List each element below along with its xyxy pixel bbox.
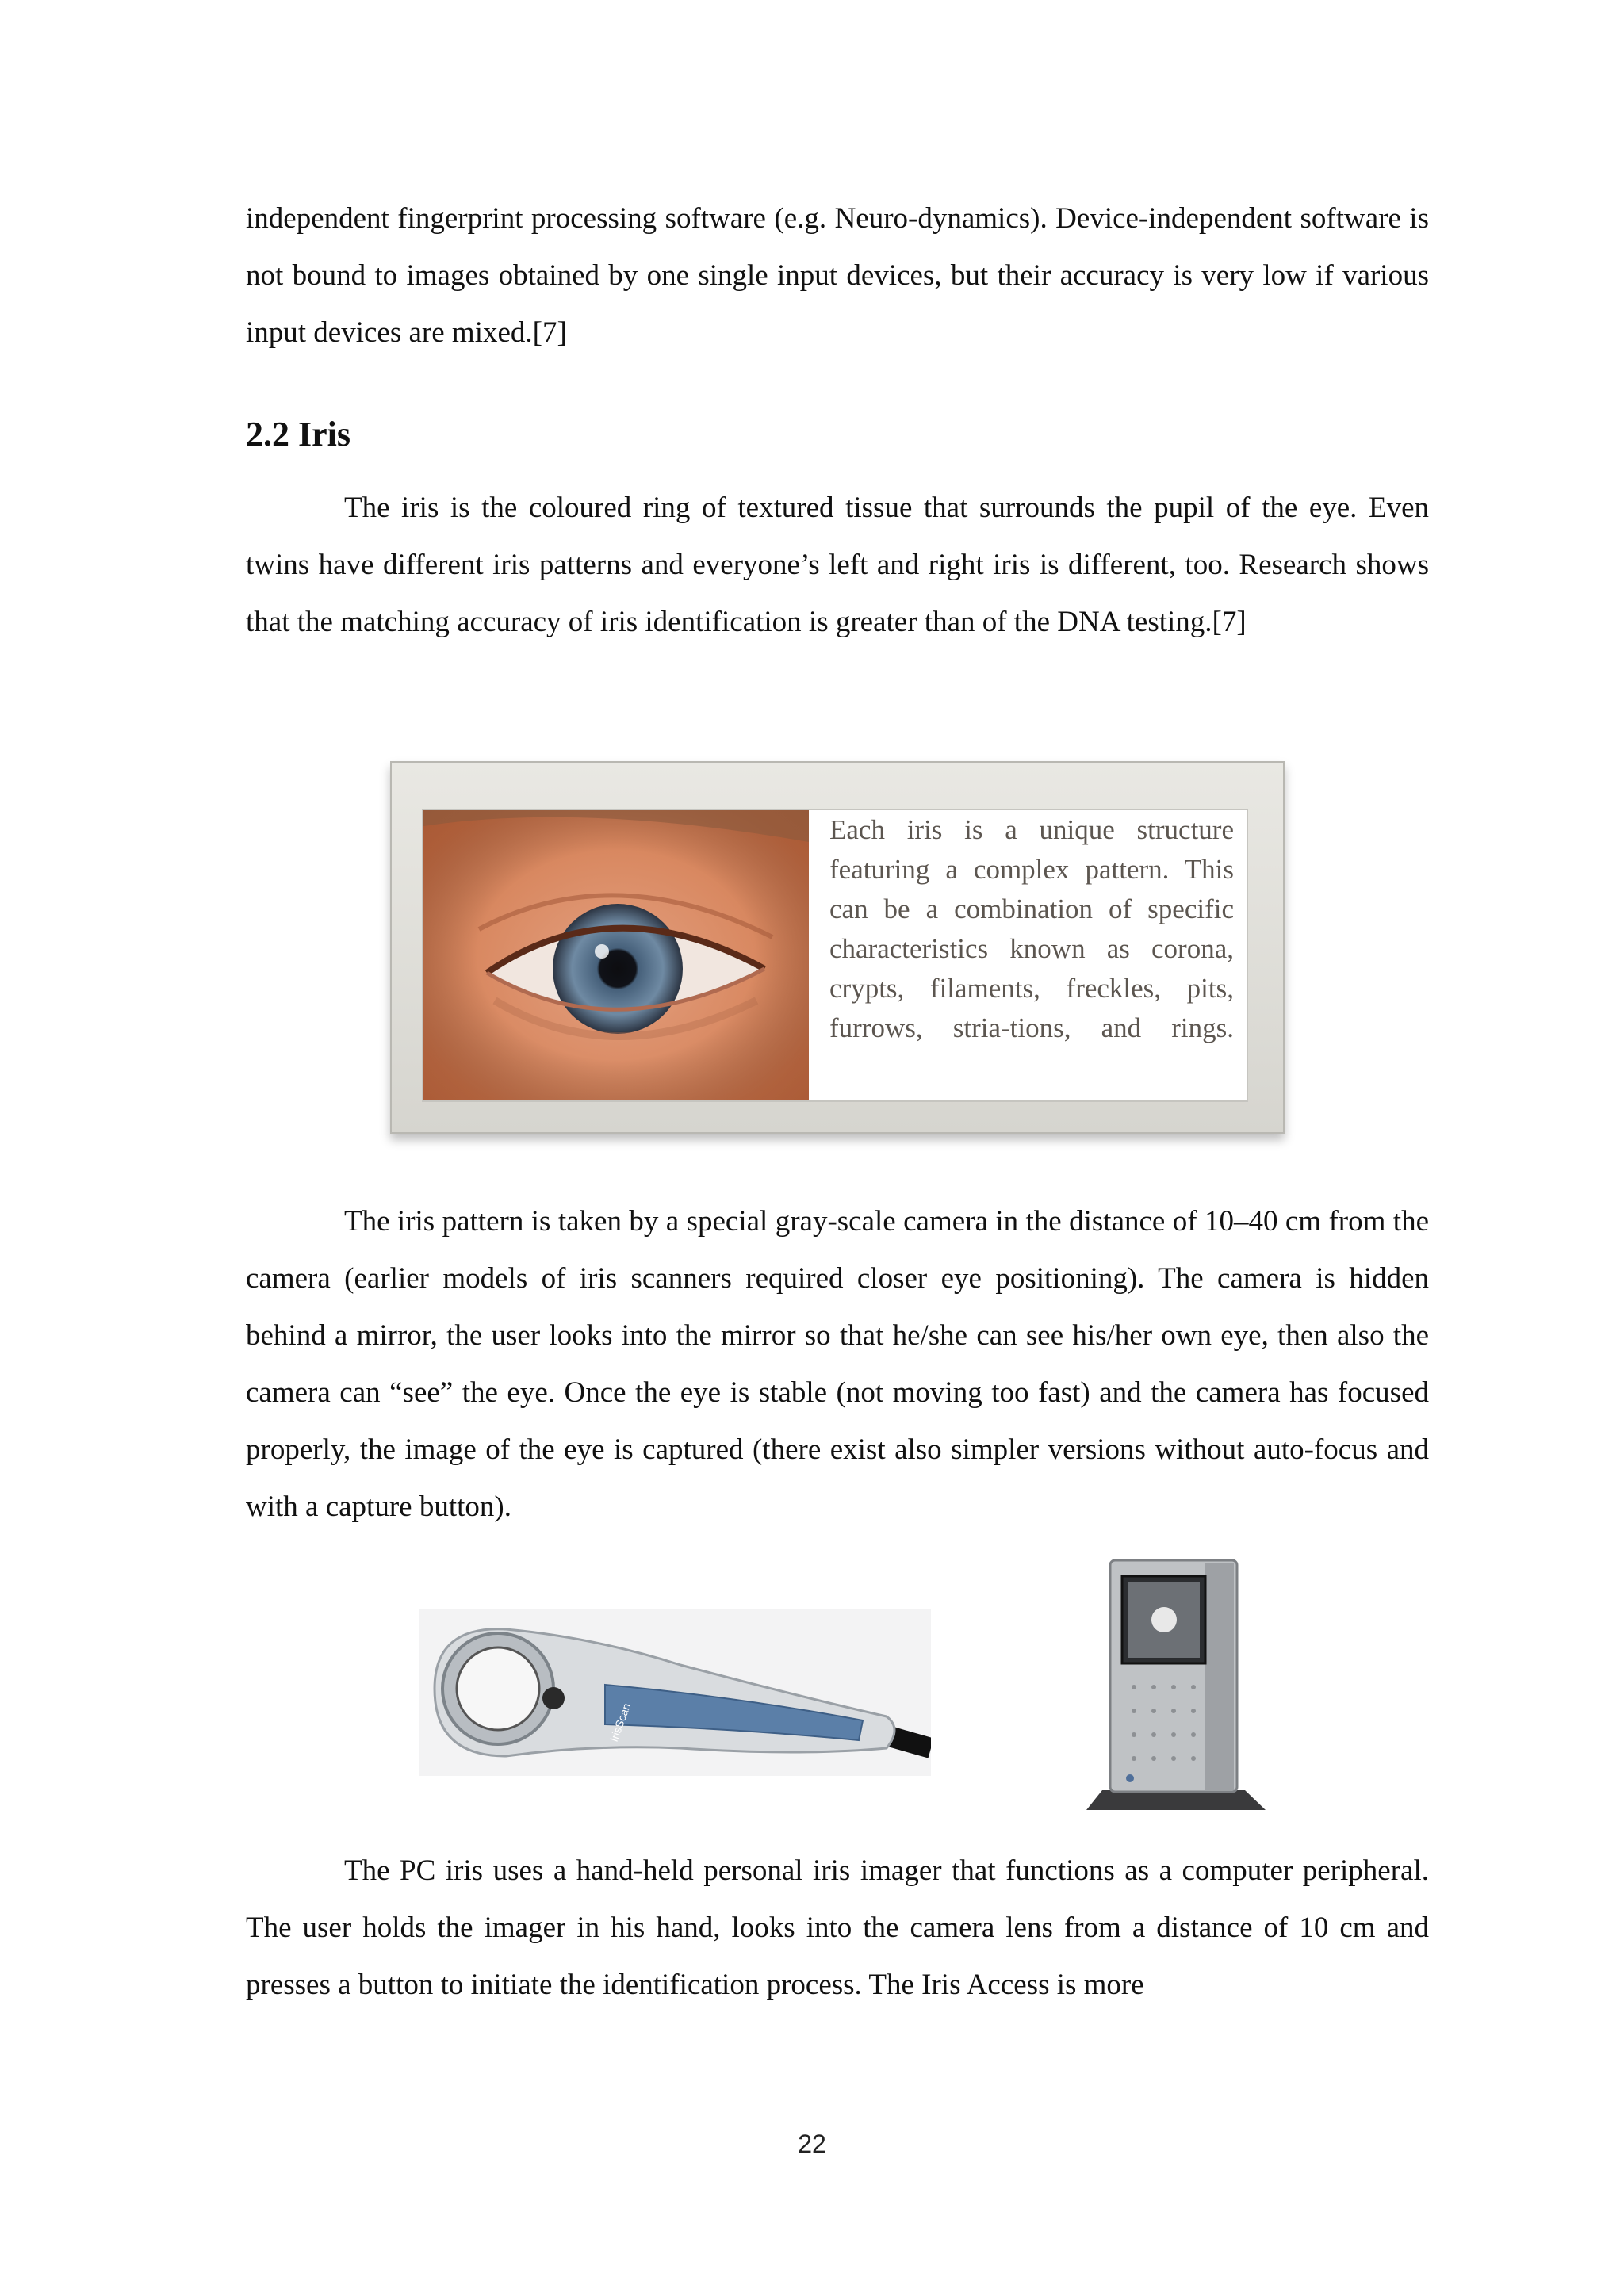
iris-figure-panel xyxy=(422,809,1248,1102)
paragraph-iris-intro: The iris is the coloured ring of textured tissue that surrounds the pupil of the eye. Even twins have different iris patterns and everyone’s left and right iris is different, too. Research shows that the matching accuracy of iris identification is greater than of the DNA testing.[7] xyxy=(246,492,1429,638)
iris-figure-caption: Each iris is a unique structure featuring a complex pattern. This can be a combination of specific characteristics known as corona, crypts, filaments, freckles, pits, furrows, stria-tions, and rings. xyxy=(829,814,1234,1043)
page-number: 22 xyxy=(798,2130,826,2158)
iris-figure xyxy=(390,761,1285,1134)
eye-illustration xyxy=(423,810,809,1100)
handheld-iris-scanner-photo xyxy=(419,1609,931,1776)
paragraph-iris-camera: The iris pattern is taken by a special gray-scale camera in the distance of 10–40 cm from the camera (earlier models of iris scanners required closer eye positioning). The camera is hidden behind a mirror, the user looks into the mirror so that he/she can see his/her own eye, then also the camera can “see” the eye. Once the eye is stable (not moving too fast) and the camera has focused properly, the image of the eye is captured (there exist also simpler versions without auto-focus and with a capture button). xyxy=(246,1205,1429,1523)
eye-photo xyxy=(423,810,809,1100)
scanner-brand-label: IrisScan xyxy=(607,1701,634,1744)
iris-access-tower-photo xyxy=(1086,1552,1266,1814)
paragraph-pc-iris: The PC iris uses a hand-held personal iris imager that functions as a computer peripheral. The user holds the imager in his hand, looks into the camera lens from a distance of 10 cm and presses a button to initiate the identification process. The Iris Access is more xyxy=(246,1854,1429,2001)
paragraph-fingerprint-software: independent fingerprint processing software (e.g. Neuro-dynamics). Device-independent software is not bound to images obtained by one single input devices, but their accuracy is very low if various input devices are mixed.[7] xyxy=(246,202,1429,349)
section-heading: 2.2 Iris xyxy=(246,415,350,453)
